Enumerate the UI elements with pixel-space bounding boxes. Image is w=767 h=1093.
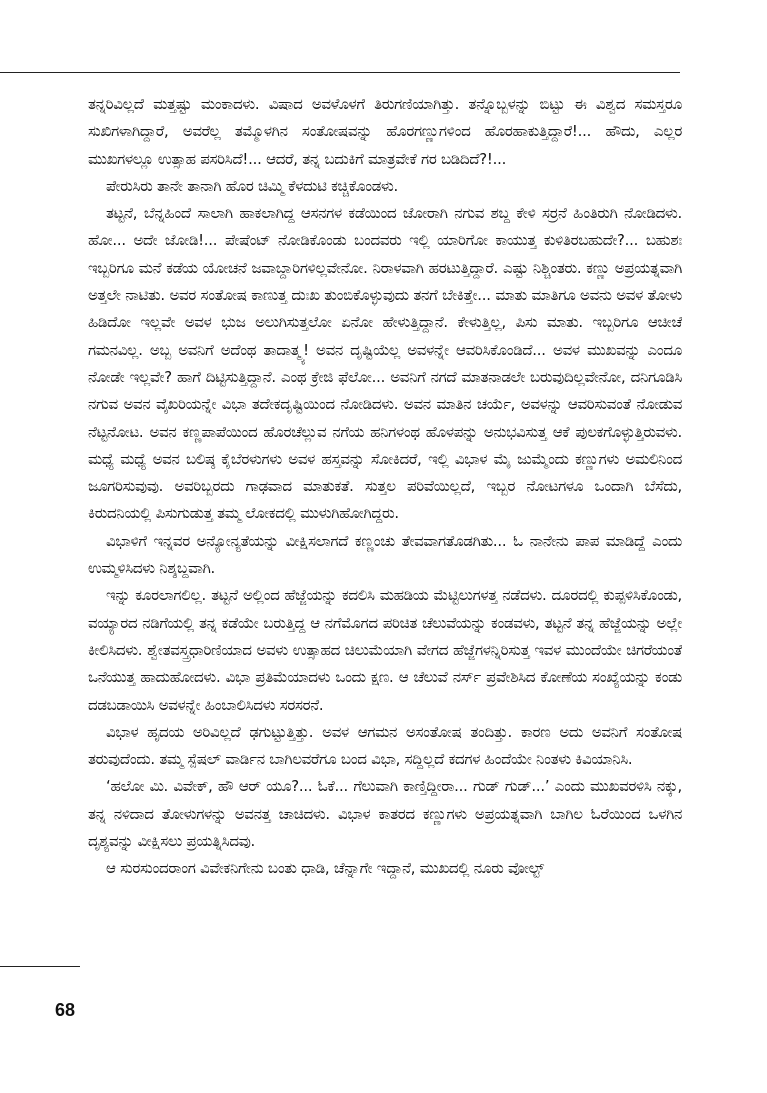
footer-rule <box>0 966 80 967</box>
paragraph-1: ತನ್ನರಿವಿಲ್ಲದೆ ಮತ್ತಷ್ಟು ಮಂಕಾದಳು. ವಿಷಾದ ಅವಳೊಳಗೆ ತಿರುಗಣಿಯಾಗಿತ್ತು. ತನ್ನೊಬ್ಬಳನ್ನು ಬಿಟ್ಟು ಈ ವಿಶ್ವದ ಸಮಸ್ತರೂ ಸುಖಿಗಳಾಗಿದ್ದಾರೆ, ಅವರೆಲ್ಲ ತಮ್ಮೊಳಗಿನ ಸಂತೋಷವನ್ನು ಹೊರಗಣ್ಣುಗಳಿಂದ ಹೊರಹಾಕುತ್ತಿದ್ದಾರೆ!... ಹೌದು, ಎಲ್ಲರ ಮುಖಗಳಲ್ಲೂ ಉತ್ಸಾಹ ಪಸರಿಸಿದೆ!... ಆದರೆ, ತನ್ನ ಬದುಕಿಗೆ ಮಾತ್ರವೇಕೆ ಗರ ಬಡಿದಿದೆ?!... <box>88 96 682 168</box>
header-rule <box>0 72 680 73</box>
paragraph-5: ಇನ್ನು ಕೂರಲಾಗಲಿಲ್ಲ. ತಟ್ಟನೆ ಅಲ್ಲಿಂದ ಹೆಜ್ಜೆಯನ್ನು ಕದಲಿಸಿ ಮಹಡಿಯ ಮೆಟ್ಟಿಲುಗಳತ್ತ ನಡೆದಳು. ದೂರದಲ್ಲಿ ಕುಪ್ಪಳಿಸಿಕೊಂಡು, ವಯ್ಯಾರದ ನಡಿಗೆಯಲ್ಲಿ ತನ್ನ ಕಡೆಯೇ ಬರುತ್ತಿದ್ದ ಆ ನಗೆಮೊಗದ ಪರಿಚಿತ ಚೆಲುವೆಯನ್ನು ಕಂಡವಳು, ತಟ್ಟನೆ ತನ್ನ ಹೆಜ್ಜೆಯನ್ನು ಅಲ್ಲೇ ಕೀಲಿಸಿದಳು. ಶ್ವೇತವಸ್ತ್ರಧಾರಿಣಿಯಾದ ಅವಳು ಉತ್ಸಾಹದ ಚಿಲುಮೆಯಾಗಿ ವೇಗದ ಹೆಜ್ಜೆಗಳನ್ನಿರಿಸುತ್ತ ಇವಳ ಮುಂದೆಯೇ ಚಿಗರೆಯಂತೆ ಒನೆಯುತ್ತ ಹಾದುಹೋದಳು. ವಿಭಾ ಪ್ರತಿಮೆಯಾದಳು ಒಂದು ಕ್ಷಣ. ಆ ಚೆಲುವೆ ನರ್ಸ್ ಪ್ರವೇಶಿಸಿದ ಕೋಣೆಯ ಸಂಖ್ಯೆಯನ್ನು ಕಂಡು ದಡಬಡಾಯಿಸಿ ಅವಳನ್ನೇ ಹಿಂಬಾಲಿಸಿದಳು ಸರಸರನೆ. <box>88 587 682 714</box>
paragraph-2: ಪೇರುಸಿರು ತಾನೇ ತಾನಾಗಿ ಹೊರ ಚಿಮ್ಮಿ ಕೆಳದುಟಿ ಕಚ್ಚಿಕೊಂಡಳು. <box>106 177 399 195</box>
paragraph-8: ಆ ಸುರಸುಂದರಾಂಗ ವಿವೇಕನಿಗೇನು ಬಂತು ಧಾಡಿ, ಚೆನ್ನಾಗೇ ಇದ್ದಾನೆ, ಮುಖದಲ್ಲಿ ನೂರು ವೋಲ್ಟ್ <box>106 860 544 878</box>
page-number: 68 <box>55 1000 76 1020</box>
paragraph-7: ‘ಹಲೋ ಮಿ. ವಿವೇಕ್, ಹೌ ಆರ್ ಯೂ?... ಓಕೆ... ಗೆಲುವಾಗಿ ಕಾಣ್ತಿದ್ದೀರಾ... ಗುಡ್ ಗುಡ್...’ ಎಂದು ಮುಖವರಳಿಸಿ ನಕ್ಕು, ತನ್ನ ನಳಿದಾದ ತೋಳುಗಳನ್ನು ಅವನತ್ತ ಚಾಚಿದಳು. ವಿಭಾಳ ಕಾತರದ ಕಣ್ಣುಗಳು ಅಪ್ರಯತ್ನವಾಗಿ ಬಾಗಿಲ ಓರೆಯಿಂದ ಒಳಗಿನ ದೃಶ್ಯವನ್ನು ವೀಕ್ಷಿಸಲು ಪ್ರಯತ್ನಿಸಿದವು. <box>88 778 682 851</box>
paragraph-6: ವಿಭಾಳ ಹೃದಯ ಅರಿವಿಲ್ಲದೆ ಢಗುಟ್ಟುತ್ತಿತ್ತು. ಅವಳ ಆಗಮನ ಅಸಂತೋಷ ತಂದಿತ್ತು. ಕಾರಣ ಅದು ಅವನಿಗೆ ಸಂತೋಷ ತರುವುದೆಂದು. ತಮ್ಮ ಸ್ಪೆಷಲ್ ವಾರ್ಡಿನ ಬಾಗಿಲವರೆಗೂ ಬಂದ ವಿಭಾ, ಸದ್ದಿಲ್ಲದೆ ಕದಗಳ ಹಿಂದೆಯೇ ನಿಂತಳು ಕಿವಿಯಾನಿಸಿ. <box>88 723 682 769</box>
body-text <box>88 91 682 986</box>
paragraph-3: ತಟ್ಟನೆ, ಬೆನ್ನಹಿಂದೆ ಸಾಲಾಗಿ ಹಾಕಲಾಗಿದ್ದ ಆಸನಗಳ ಕಡೆಯಿಂದ ಜೋರಾಗಿ ನಗುವ ಶಬ್ದ ಕೇಳಿ ಸರ‍್ರನೆ ಹಿಂತಿರುಗಿ ನೋಡಿದಳು. ಹೋ... ಅದೇ ಜೋಡಿ!... ಪೇಷೆಂಟ್ ನೋಡಿಕೊಂಡು ಬಂದವರು ಇಲ್ಲಿ ಯಾರಿಗೋ ಕಾಯುತ್ತ ಕುಳಿತಿರಬಹುದೇ?... ಬಹುಶಃ ಇಬ್ಬರಿಗೂ ಮನೆ ಕಡೆಯ ಯೋಚನೆ ಜವಾಬ್ದಾರಿಗಳಿಲ್ಲವೇನೋ. ನಿರಾಳವಾಗಿ ಹರಟುತ್ತಿದ್ದಾರೆ. ಎಷ್ಟು ನಿಶ್ಚಿಂತರು. ಕಣ್ಣು ಅಪ್ರಯತ್ನವಾಗಿ ಅತ್ತಲೇ ನಾಟಿತು. ಅವರ ಸಂತೋಷ ಕಾಣುತ್ತ ದುಃಖ ತುಂಬಿಕೊಳ್ಳುವುದು ತನಗೆ ಬೇಕಿತ್ತೇ... ಮಾತು ಮಾತಿಗೂ ಅವನು ಅವಳ ತೋಳು ಹಿಡಿದೋ ಇಲ್ಲವೇ ಅವಳ ಭುಜ ಅಲುಗಿಸುತ್ತಲೋ ಏನೋ ಹೇಳುತ್ತಿದ್ದಾನೆ. ಕೇಳುತ್ತಿಲ್ಲ, ಪಿಸು ಮಾತು. ಇಬ್ಬರಿಗೂ ಆಚೀಚೆ ಗಮನವಿಲ್ಲ. ಅಬ್ಬ ಅವನಿಗೆ ಅದೆಂಥ ತಾದಾತ್ಮ್ಯ! ಅವನ ದೃಷ್ಟಿಯೆಲ್ಲ ಅವಳನ್ನೇ ಆವರಿಸಿಕೊಂಡಿದೆ... ಅವಳ ಮುಖವನ್ನು ಎಂದೂ ನೋಡೇ ಇಲ್ಲವೇ? ಹಾಗೆ ದಿಟ್ಟಿಸುತ್ತಿದ್ದಾನೆ. ಎಂಥ ಕ್ರೇಜಿ ಫೆಲೋ... ಅವನಿಗೆ ನಗದೆ ಮಾತನಾಡಲೇ ಬರುವುದಿಲ್ಲವೇನೋ, ದನಿಗೂಡಿಸಿ ನಗುವ ಅವನ ವೈಖರಿಯನ್ನೇ ವಿಭಾ ತದೇಕದೃಷ್ಟಿಯಿಂದ ನೋಡಿದಳು. ಅವನ ಮಾತಿನ ಚರ್ಯೆ, ಅವಳನ್ನು ಆವರಿಸುವಂತೆ ನೋಡುವ ನೆಟ್ಟನೋಟ. ಅವನ ಕಣ್ಣಪಾಪೆಯಿಂದ ಹೊರಚೆಲ್ಲುವ ನಗೆಯ ಹನಿಗಳಂಥ ಹೊಳಪನ್ನು ಅನುಭವಿಸುತ್ತ ಆಕೆ ಪುಲಕಗೊಳ್ಳುತ್ತಿರುವಳು. ಮಧ್ಯೆ ಮಧ್ಯೆ ಅವನ ಬಲಿಷ್ಠ ಕೈಬೆರಳುಗಳು ಅವಳ ಹಸ್ತವನ್ನು ಸೋಕಿದರೆ, ಇಲ್ಲಿ ವಿಭಾಳ ಮೈ ಜುಮ್ಮೆಂದು ಕಣ್ಣುಗಳು ಅಮಲಿನಿಂದ ಜೂಗರಿಸುವುವು. ಅವರಿಬ್ಬರದು ಗಾಢವಾದ ಮಾತುಕತೆ. ಸುತ್ತಲ ಪರಿವೆಯಿಲ್ಲದೆ, ಇಬ್ಬರ ನೋಟಗಳೂ ಒಂದಾಗಿ ಬೆಸೆದು, ಕಿರುದನಿಯಲ್ಲಿ ಪಿಸುಗುಡುತ್ತ ತಮ್ಮ ಲೋಕದಲ್ಲಿ ಮುಳುಗಿಹೋಗಿದ್ದರು. <box>88 205 682 523</box>
paragraph-4: ವಿಭಾಳಿಗೆ ಇನ್ನವರ ಅನ್ಯೋನ್ಯತೆಯನ್ನು ವೀಕ್ಷಿಸಲಾಗದೆ ಕಣ್ಣಂಚು ತೇವವಾಗತೊಡಗಿತು... ಓ ನಾನೇನು ಪಾಪ ಮಾಡಿದ್ದೆ ಎಂದು ಉಮ್ಮಳಿಸಿದಳು ನಿಶ್ಶಬ್ದವಾಗಿ. <box>88 532 682 578</box>
